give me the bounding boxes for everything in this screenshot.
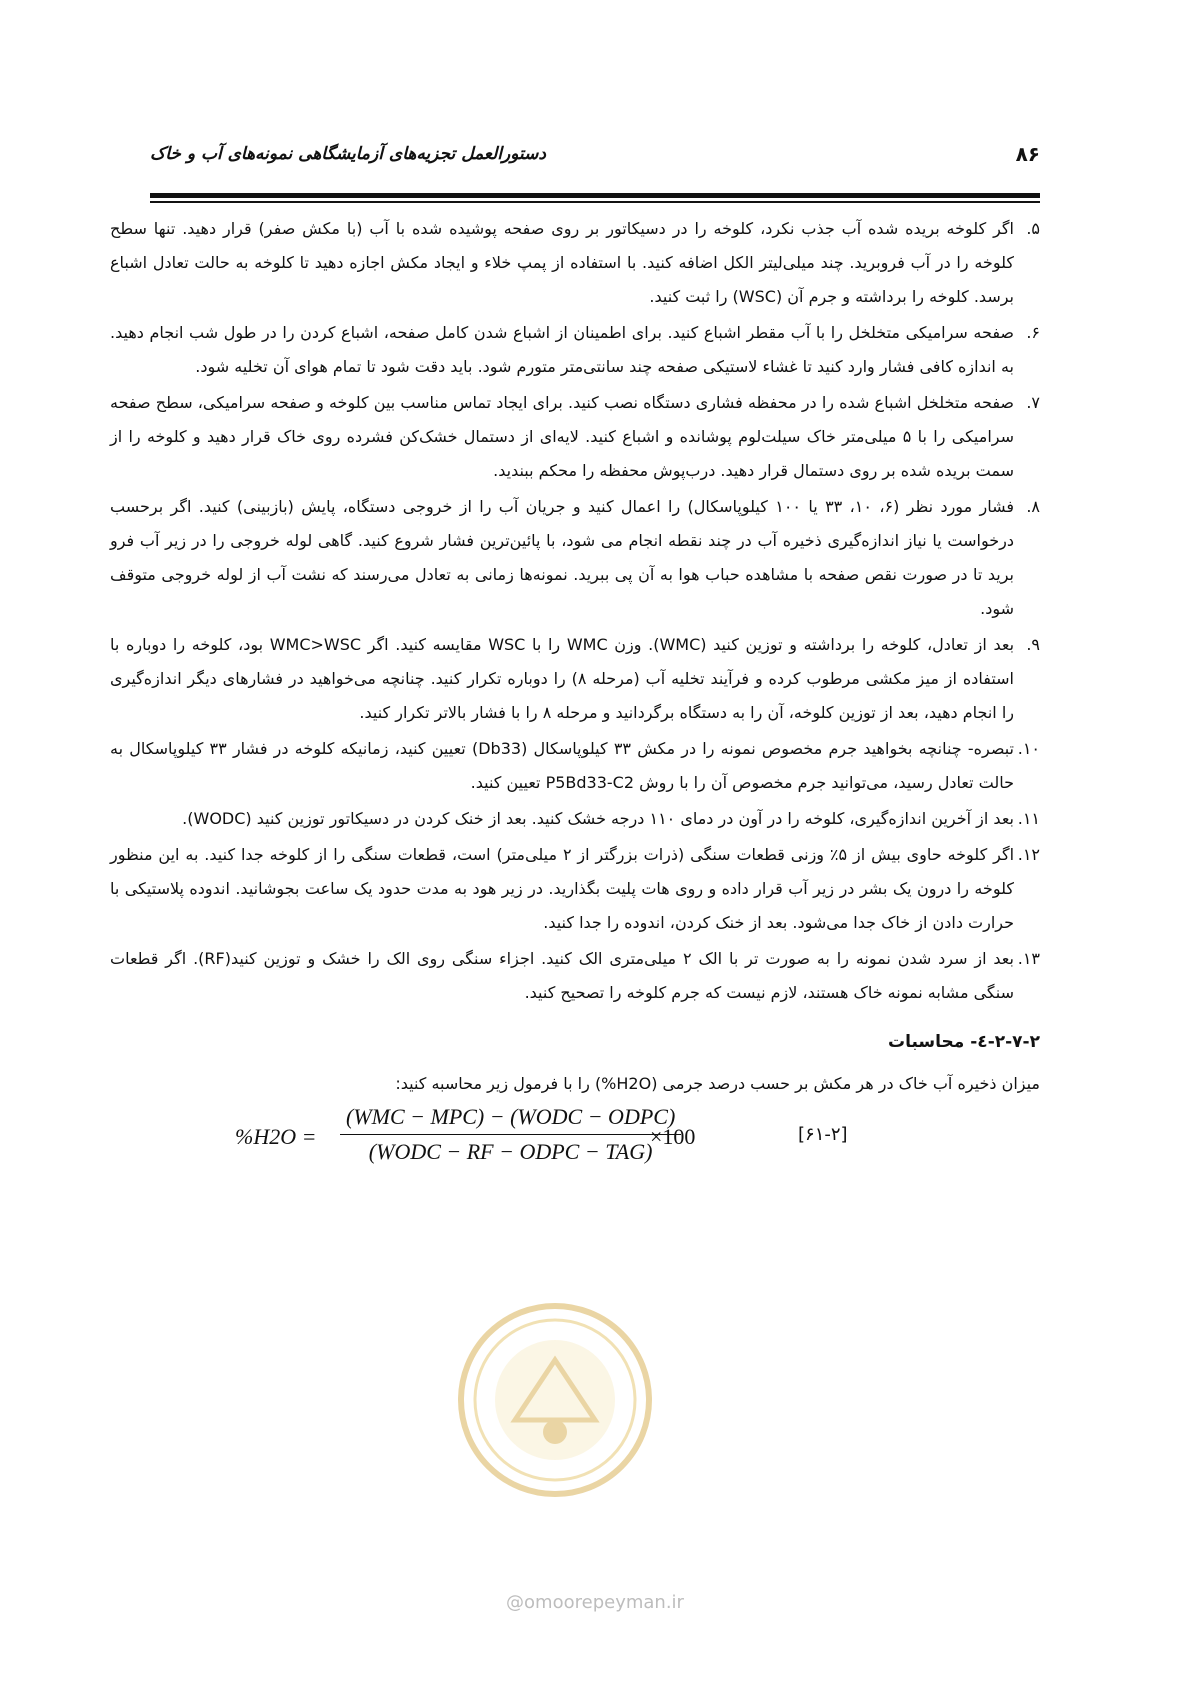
watermark-text: @omoorepeyman.ir [506,1592,684,1613]
page-body [110,212,1040,1186]
section-intro: میزان ذخیره آب خاک در هر مکش بر حسب درصد جرمی (H2O%) را با فرمول زیر محاسبه کنید: [395,1074,1040,1093]
formula-lhs: %H2O = [235,1124,317,1149]
formula-fraction [340,1104,681,1165]
item-text: صفحه متخلخل اشباع شده را در محفظه فشاری دستگاه نصب کنید. برای ایجاد تماس مناسب بین کلوخه و صفحه سرامیکی، سطح صفحه سرامیکی را با ۵ میلی‌متر خاک سیلت‌لوم پوشانده و اشباع کنید. لایه‌ای از دستمال خشک‌کن فشرده روی خاک قرار دهید و کلوخه را از سمت بریده شده بر روی دستمال قرار دهید. درب‌پوش محفظه را محکم ببندید. [110,393,1014,480]
formula [110,1100,1040,1186]
item-text: اگر کلوخه حاوی بیش از ۵٪ وزنی قطعات سنگی (ذرات بزرگتر از ۲ میلی‌متر) است، قطعات سنگی را از کلوخه جدا کنید. به این منظور کلوخه را درون یک بشر در زیر آب قرار داده و روی هات پلیت بگذارید. در زیر هود به مدت حدود یک ساعت بجوشانید. اندوده پلاستیکی با حرارت دادن از خاک جدا می‌شود. بعد از خنک کردن، اندوده را جدا کنید. [110,845,1015,932]
item-number: ۱۱. [1017,809,1040,828]
list-item [110,838,1040,940]
item-number: ۶. [1026,323,1040,342]
list-item [110,732,1040,800]
watermark-seal-icon [455,1300,655,1500]
list-item [110,316,1040,384]
list-item [110,802,1040,836]
page-number: ۸۶ [1015,142,1040,166]
item-text: صفحه سرامیکی متخلخل را با آب مقطر اشباع کنید. برای اطمینان از اشباع شدن کامل صفحه، اشباع کردن را در طول شب انجام دهید. به اندازه کافی فشار وارد کنید تا غشاء لاستیکی صفحه چند سانتی‌متر متورم شود. باید دقت شود تا تمام هوای آن تخلیه شود. [110,323,1014,376]
list-item [110,942,1040,1010]
item-number: ۱۲. [1017,845,1040,864]
list-item [110,212,1040,314]
item-number: ۹. [1026,635,1040,654]
item-text: بعد از آخرین اندازه‌گیری، کلوخه را در آون در دمای ۱۱۰ درجه خشک کنید. بعد از خنک کردن در دسیکاتور توزین کنید (WODC). [182,809,1014,828]
item-number: ۸. [1026,497,1040,516]
item-text: بعد از تعادل، کلوخه را برداشته و توزین کنید (WMC). وزن WMC را با WSC مقایسه کنید. اگر WMC>WSC بود، کلوخه را دوباره با استفاده از میز مکشی مرطوب کرده و فرآیند تخلیه آب (مرحله ۸) را دوباره تکرار کنید. چنانچه می‌خواهید در فشارهای دیگر اندازه‌گیری را انجام دهید، بعد از توزین کلوخه، آن را به دستگاه برگردانید و مرحله ۸ را با فشار بالاتر تکرار کنید. [110,635,1015,722]
item-text: بعد از سرد شدن نمونه را به صورت تر با الک ۲ میلی‌متری الک کنید. اجزاء سنگی روی الک را خشک و توزین کنید(RF). اگر قطعات سنگی مشابه نمونه خاک هستند، لازم نیست که جرم کلوخه را تصحیح کنید. [110,949,1014,1002]
header-rule-thin [150,201,1040,203]
section-heading: ۲-۷-۲-٤- محاسبات [888,1032,1040,1052]
list-item [110,628,1040,730]
formula-denominator: (WODC − RF − ODPC − TAG) [368,1139,653,1164]
list-item [110,490,1040,626]
running-title: دستورالعمل تجزیه‌های آزمایشگاهی نمونه‌های آب و خاک [150,144,546,164]
item-text: فشار مورد نظر (۶، ۱۰، ۳۳ یا ۱۰۰ کیلوپاسکال) را اعمال کنید و جریان آب را از خروجی دستگاه، پایش (بازبینی) کنید. اگر برحسب درخواست یا نیاز اندازه‌گیری ذخیره آب در چند نقطه انجام می شود، با پائین‌ترین فشار شروع کنید. گاهی لوله خروجی را در زیر آب فرو برید تا در صورت نقص صفحه با مشاهده حباب هوا به آن پی ببرید. نمونه‌ها زمانی به تعادل می‌رسند که نشت آب از لوله خروجی متوقف شود. [110,497,1015,618]
list-item [110,386,1040,488]
item-number: ۷. [1026,393,1040,412]
item-text: تبصره- چنانچه بخواهید جرم مخصوص نمونه را در مکش ۳۳ کیلوپاسکال (Db33) تعیین کنید، زمانیکه کلوخه در فشار ۳۳ کیلوپاسکال به حالت تعادل رسید، می‌توانید جرم مخصوص آن را با روش P5Bd33-C2 تعیین کنید. [110,739,1015,792]
item-number: ۱۰. [1017,739,1040,758]
header-rule-thick [150,193,1040,198]
equation-number: [۶۱-۲] [798,1124,848,1145]
item-text: اگر کلوخه بریده شده آب جذب نکرد، کلوخه را در دسیکاتور بر روی صفحه پوشیده شده با آب (با مکش صفر) قرار دهید. تنها سطح کلوخه را در آب فروبرید. چند میلی‌لیتر الکل اضافه کنید. با استفاده از پمپ خلاء و ایجاد مکش اجازه دهید تا کلوخه به حالت تعادل اشباع برسد. کلوخه را برداشته و جرم آن (WSC) را ثبت کنید. [110,219,1014,306]
page-header [150,142,1040,172]
formula-multiplier: ×100 [650,1124,696,1149]
item-number: ۱۳. [1017,949,1040,968]
formula-numerator: (WMC − MPC) − (WODC − ODPC) [340,1104,681,1135]
item-number: ۵. [1026,219,1040,238]
